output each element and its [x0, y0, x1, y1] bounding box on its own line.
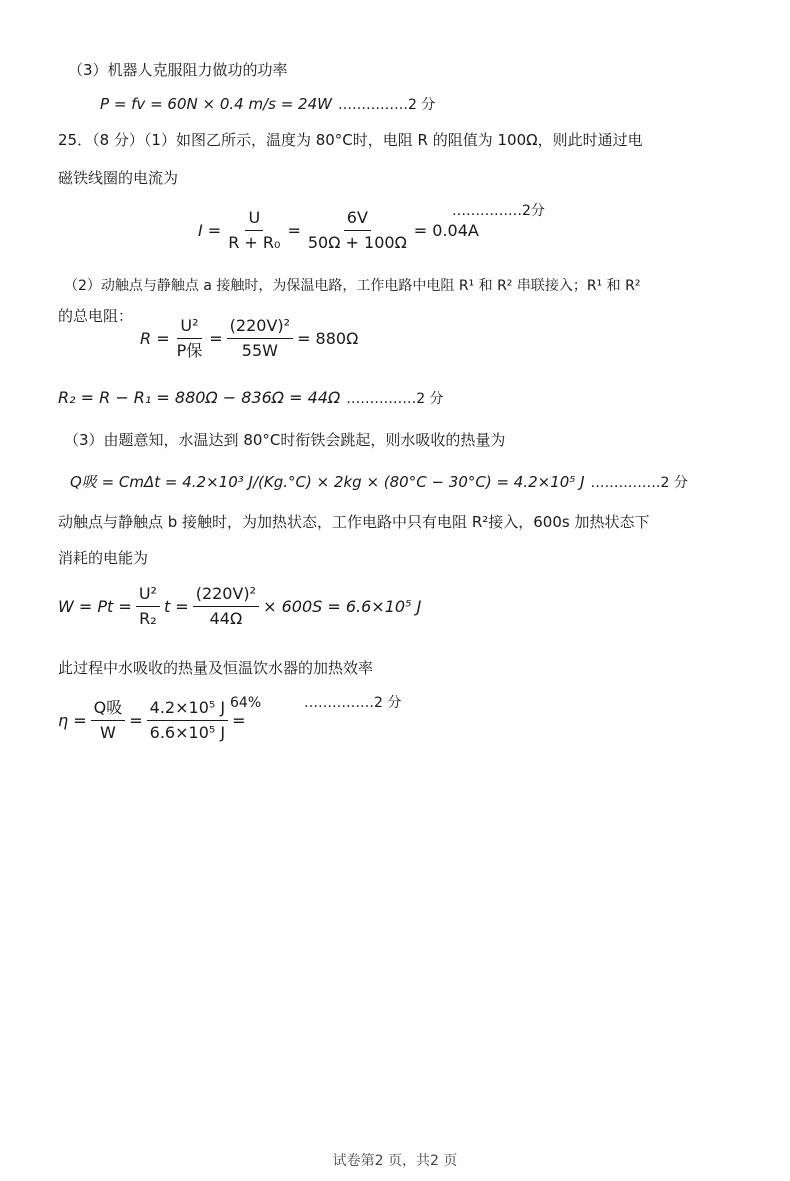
- heat-equation: Q吸 = CmΔt = 4.2×10³ J/(Kg.°C) × 2kg × (80°C − 30°C) = 4.2×10⁵ J ……………2 分: [70, 473, 688, 491]
- score-marker: ……………2 分: [304, 695, 402, 711]
- power-equation: P = fv = 60N × 0.4 m/s = 24W ……………2 分: [100, 95, 436, 113]
- fraction: $\frac{\text{U²}}{\text{P保}}$: [176, 316, 203, 360]
- energy-label: 消耗的电能为: [58, 549, 149, 567]
- score-marker: ……………2分: [452, 203, 545, 219]
- efficiency-result: 64%: [230, 695, 262, 711]
- score-marker: ……………2 分: [337, 97, 436, 113]
- fraction: $\frac{\text{4.2×10⁵ J}}{\text{6.6×10⁵ J}}$: [147, 698, 228, 743]
- fraction: $\frac{\text{U²}}{\text{R₂}}$: [136, 584, 160, 629]
- q25-current-text: 磁铁线圈的电流为: [58, 169, 179, 187]
- part3-power-heading: （3）机器人克服阻力做功的功率: [68, 61, 288, 79]
- current-equation: I = $\frac{U}{\text{R + R₀}}$ = $\frac{6V}{50\Omega + 100\Omega}$ = 0.04A: [198, 208, 479, 252]
- fraction: $\frac{6V}{50\Omega + 100\Omega}$: [307, 208, 407, 252]
- q25-heading: 25．（8 分）（1）如图乙所示，温度为 80°C时，电阻 R 的阻值为 100Ω，则此时通过电: [58, 131, 643, 149]
- r2-equation: R₂ = R − R₁ = 880Ω − 836Ω = 44Ω ……………2 分: [58, 388, 444, 407]
- score-marker: ……………2 分: [590, 475, 688, 491]
- total-resistance-equation: R = $\frac{\text{U²}}{\text{P保}}$ = $\frac{\text{(220V)²}}{55W}$ = 880Ω: [140, 316, 359, 360]
- fraction: $\frac{\text{Q吸}}{W}$: [91, 698, 126, 743]
- page-footer: 试卷第2 页，共2 页: [332, 1153, 458, 1169]
- total-resistance-label: 的总电阻：: [58, 307, 134, 325]
- fraction: $\frac{\text{(220V)²}}{44\Omega}$: [193, 584, 259, 629]
- score-marker: ……………2 分: [346, 391, 444, 407]
- part3-heat-text: （3）由题意知，水温达到 80°C时衔铁会跳起，则水吸收的热量为: [64, 431, 506, 449]
- efficiency-label: 此过程中水吸收的热量及恒温饮水器的加热效率: [58, 659, 374, 677]
- heating-state-text: 动触点与静触点 b 接触时，为加热状态，工作电路中只有电阻 R²接入，600s 加热状态下: [58, 513, 650, 531]
- energy-equation: W = Pt = $\frac{\text{U²}}{\text{R₂}}$ t = $\frac{\text{(220V)²}}{44\Omega}$ × 600S = 6.6×10⁵ J: [58, 584, 422, 628]
- fraction: $\frac{U}{\text{R + R₀}}$: [228, 208, 281, 252]
- fraction: $\frac{\text{(220V)²}}{55W}$: [227, 316, 293, 361]
- part2-text: （2）动触点与静触点 a 接触时，为保温电路，工作电路中电阻 R¹ 和 R² 串联接入；R¹ 和 R²: [64, 278, 641, 294]
- efficiency-equation: η = $\frac{\text{Q吸}}{W}$ = $\frac{\text{4.2×10⁵ J}}{\text{6.6×10⁵ J}}$ =: [58, 698, 246, 742]
